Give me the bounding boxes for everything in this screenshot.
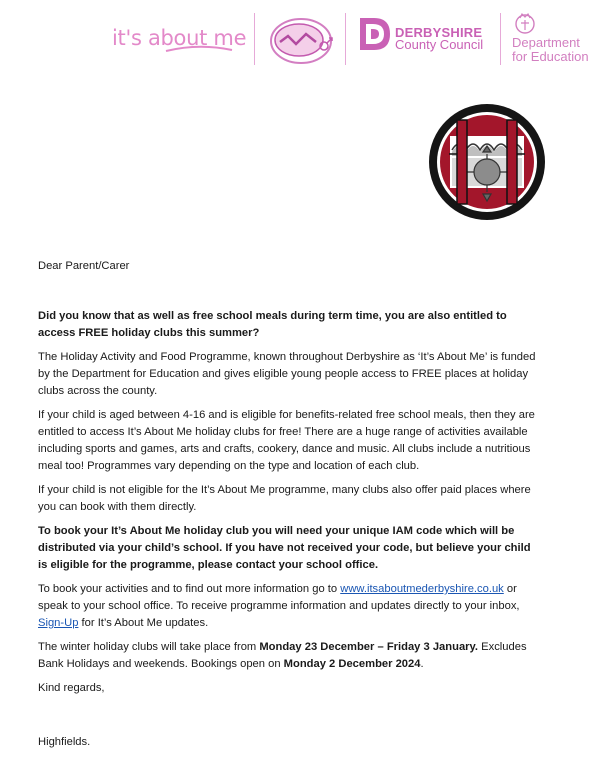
paragraph-paid-places: If your child is not eligible for the It’s About Me programme, many clubs also offer paid places where you can book with them directly. <box>38 484 531 513</box>
holiday-dates: Monday 23 December – Friday 3 January. <box>259 641 479 653</box>
header-divider <box>345 13 346 65</box>
booking-open-date: Monday 2 December 2024 <box>283 658 421 670</box>
intro-bold: Did you know that as well as free school meals during term time, you are also entitled to access FREE holiday clubs this summer? <box>38 310 507 339</box>
paragraph-eligibility: If your child is aged between 4-16 and is eligible for benefits-related free school meals, then they are entitled to access It’s About Me holiday clubs for free! There are a huge range of activities available including sports and games, arts and crafts, cookery, dance and music. All clubs include a nutritious meal too! Programmes vary depending on the type and location of each club. <box>38 409 535 472</box>
signature: Highfields. <box>38 736 91 748</box>
signup-link[interactable]: Sign-Up <box>38 617 79 629</box>
header-divider <box>254 13 255 65</box>
paragraph-booking: To book your activities and to find out more information go to www.itsaboutmederbyshire.co.uk or speak to your school office. To receive programme information and updates directly to your inbox, Sign-Up for It’s About Me updates. <box>38 583 520 629</box>
highfields-school-crest <box>427 102 547 222</box>
swoosh-icon <box>164 45 234 55</box>
closing: Kind regards, <box>38 682 105 694</box>
paragraph-iam-code: To book your It’s About Me holiday club you will need your unique IAM code which will be distributed via your child’s school. If you have not received your code, but believe your child is eligible for the programme, please contact your school office. <box>38 525 531 571</box>
greeting: Dear Parent/Carer <box>38 260 130 272</box>
website-link[interactable]: www.itsaboutmederbyshire.co.uk <box>340 583 504 595</box>
header-logos <box>0 8 613 70</box>
department-for-education-text: Department for Education <box>512 35 589 64</box>
letter-body <box>38 258 542 751</box>
paragraph-dates: The winter holiday clubs will take place from Monday 23 December – Friday 3 January. Excludes Bank Holidays and weekends. Bookings open on Monday 2 December 2024. <box>38 641 527 670</box>
derbyshire-county-council-text: DERBYSHIRE County Council <box>395 25 484 52</box>
holiday-games-logo <box>266 12 336 70</box>
header-divider <box>500 13 501 65</box>
derbyshire-logo-icon <box>358 16 392 52</box>
paragraph-programme: The Holiday Activity and Food Programme, known throughout Derbyshire as ‘It’s About Me’ is funded by the Department for Education and gives eligible young people access to FREE places at holiday clubs across the county. <box>38 351 536 397</box>
its-about-me-logo: it's about me <box>112 26 246 50</box>
royal-crest-icon <box>512 12 538 36</box>
